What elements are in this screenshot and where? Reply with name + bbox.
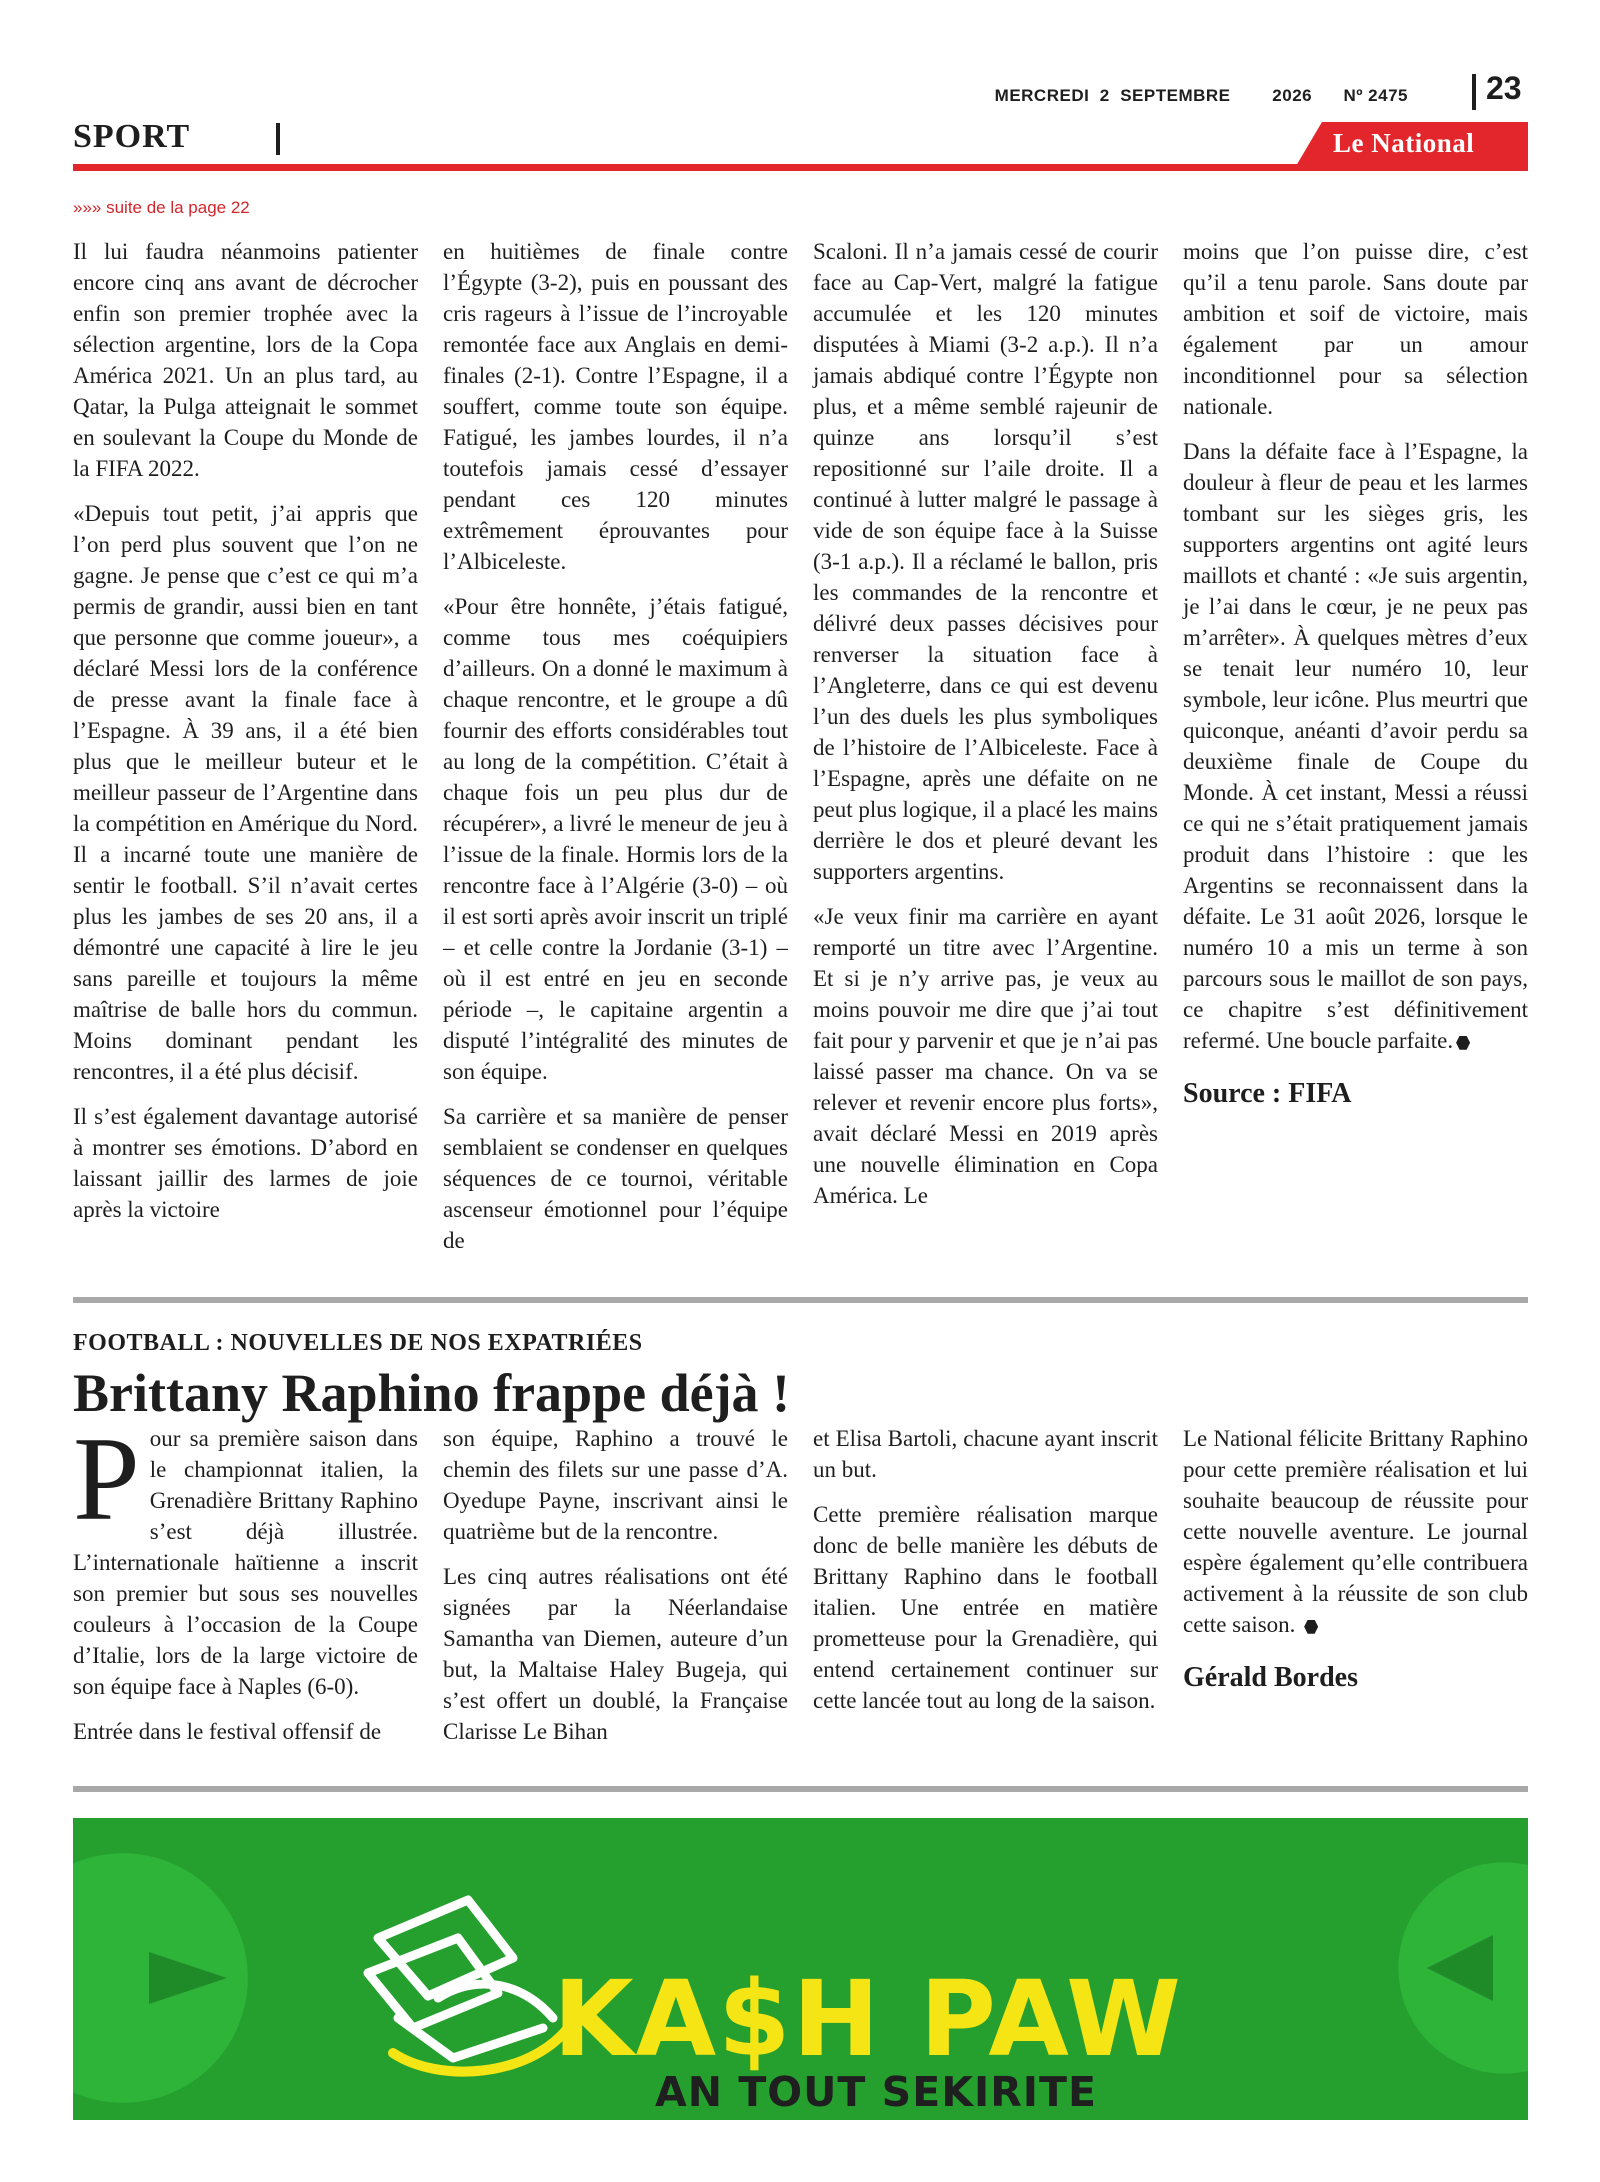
article2-column-4 (1183, 1423, 1528, 1693)
end-of-article-icon (1304, 1620, 1318, 1634)
ad-tagline: AN TOUT SEKIRITE (655, 2068, 1098, 2116)
paragraph: en huitièmes de finale contre l’Égypte (3-2), puis en poussant des cris rageurs à l’issue de l’incroyable remontée face aux Anglais en demi-finales (2-1). Contre l’Espagne, il a souffert, comme toute son équipe. Fatigué, les jambes lourdes, il n’a toutefois jamais cessé d’essayer pendant ces 120 minutes extrêmement éprouvantes pour l’Albiceleste. (443, 239, 788, 574)
article-divider (73, 1297, 1528, 1303)
issue-date-number: 2 (1099, 86, 1110, 105)
article-source: Source : FIFA (1183, 1078, 1352, 1109)
paragraph: «Depuis tout petit, j’ai appris que l’on perd plus souvent que l’on ne gagne. Je pense que c’est ce qui m’a permis de grandir, aussi bien en tant que personne que comme joueur», a déclaré Messi lors de la conférence de presse avant la finale face à l’Espagne. À 39 ans, il a été bien plus que le meilleur buteur et le meilleur passeur de l’Argentine dans la compétition en Amérique du Nord. Il a incarné toute une manière de sentir le football. S’il n’avait certes plus les jambes de ses 20 ans, il a démontré une capacité à lire le jeu sans pareille et toujours la même maîtrise de balle hors du commun. Moins dominant pendant les rencontres, il a été plus décisif. (73, 501, 418, 1084)
issue-day: MERCREDI (994, 86, 1090, 105)
article2-kicker: FOOTBALL : NOUVELLES DE NOS EXPATRIÉES (73, 1330, 643, 1356)
paragraph: Sa carrière et sa manière de penser semblaient se condenser en quelques séquences de ce tournoi, véritable ascenseur émotionnel pour l’équipe de (443, 1104, 788, 1253)
article2-headline: Brittany Raphino frappe déjà ! (73, 1363, 791, 1423)
paragraph: Il lui faudra néanmoins patienter encore cinq ans avant de décrocher enfin son premier trophée avec la sélection argentine, lors de la Copa América 2021. Un an plus tard, au Qatar, la Pulga atteignait le sommet en soulevant la Coupe du Monde de la FIFA 2022. (73, 239, 418, 481)
section-title: SPORT (73, 118, 191, 155)
drop-cap: P (73, 1412, 140, 1545)
issue-number: Nº 2475 (1343, 86, 1408, 105)
paragraph: Cette première réalisation marque donc de belle manière les débuts de Brittany Raphino dans le football italien. Une entrée en matière prometteuse pour la Grenadière, qui entend certainement continuer sur cette lancée tout au long de la saison. (813, 1502, 1158, 1713)
paragraph: et Elisa Bartoli, chacune ayant inscrit un but. (813, 1426, 1158, 1482)
article2-column-1 (73, 1412, 418, 1747)
issue-month: SEPTEMBRE (1120, 86, 1231, 105)
section-divider (276, 123, 280, 155)
paragraph: Entrée dans le festival offensif de (73, 1719, 382, 1744)
article-author: Gérald Bordes (1183, 1662, 1358, 1693)
paragraph (1183, 436, 1528, 1056)
paragraph: «Pour être honnête, j’étais fatigué, comme tous mes coéquipiers d’ailleurs. On a donné le maximum à chaque rencontre, et le groupe a dû fournir des efforts considérables tout au long de la compétition. C’était à chaque fois un peu plus dur de récupérer», a livré le meneur de jeu à l’issue de la finale. Hormis lors de la rencontre face à l’Algérie (3-0) – où il est sorti après avoir inscrit un triplé – et celle contre la Jordanie (3-1) – où il est entré en jeu en seconde période –, le capitaine argentin a disputé l’intégralité des minutes de son équipe. (443, 594, 788, 1084)
issue-year: 2026 (1272, 86, 1313, 105)
end-of-article-icon (1456, 1036, 1470, 1050)
paragraph: son équipe, Raphino a trouvé le chemin des filets sur une passe d’A. Oyedupe Payne, inscrivant ainsi le quatrième but de la rencontre. (443, 1426, 788, 1544)
decorative-circle-icon (1383, 1858, 1528, 2078)
article1-column-1 (73, 236, 418, 1225)
page-number: 23 (1486, 70, 1522, 106)
article2-column-2 (443, 1423, 788, 1747)
kash-paw-advertisement[interactable] (73, 1818, 1528, 2120)
page-number-divider (1472, 74, 1476, 110)
paragraph: Les cinq autres réalisations ont été signées par la Néerlandaise Samantha van Diemen, auteure d’un but, la Maltaise Haley Bugeja, qui s’est offert un doublé, la Française Clarisse Le Bihan (443, 1564, 788, 1744)
paragraph: Il s’est également davantage autorisé à montrer ses émotions. D’abord en laissant jaillir des larmes de joie après la victoire (73, 1104, 418, 1222)
continued-from-label: »»» suite de la page 22 (73, 198, 250, 217)
header-rule (73, 164, 1528, 171)
paragraph-text: our sa première saison dans le championnat italien, la Grenadière Brittany Raphino s’est déjà illustrée. L’internationale haïtienne a inscrit son premier but sous ses nouvelles couleurs à l’occasion de la Coupe d’Italie, lors de la large victoire de son équipe face à Naples (6-0). (73, 1426, 418, 1699)
paragraph-text: Dans la défaite face à l’Espagne, la douleur à fleur de peau et les larmes tombant sur les sièges gris, les supporters argentins ont agité leurs maillots et chanté : «Je suis argentin, je l’ai dans le cœur, je ne peux pas m’arrêter». À quelques mètres d’eux se tenait leur numéro 10, leur symbole, leur icône. Plus meurtri que quiconque, anéanti d’avoir perdu sa deuxième finale de Coupe du Monde. À cet instant, Messi a réussi ce qui ne s’était pratiquement jamais produit dans l’histoire : que les Argentins se reconnaissent dans la défaite. Le 31 août 2026, lorsque le numéro 10 a mis un terme à son parcours sous le maillot de son pays, ce chapitre s’est définitivement refermé. Une boucle parfaite. (1183, 439, 1528, 1053)
article1-column-3 (813, 236, 1158, 1211)
article2-column-3 (813, 1423, 1158, 1716)
paragraph (1183, 1423, 1528, 1640)
ad-title: KA$H PAW (553, 1958, 1183, 2080)
article1-column-4 (1183, 236, 1528, 1109)
brand-name: Le National (1333, 128, 1475, 158)
paragraph-text: Le National félicite Brittany Raphino pour cette première réalisation et lui souhaite beaucoup de réussite pour cette nouvelle aventure. Le journal espère également qu’elle contribuera activement à la réussite de son club cette saison. (1183, 1426, 1528, 1637)
issue-date-line (995, 86, 1408, 106)
paragraph: moins que l’on puisse dire, c’est qu’il a tenu parole. Sans doute par ambition et soif de victoire, mais également par un amour inconditionnel pour sa sélection nationale. (1183, 239, 1528, 419)
article1-column-2 (443, 236, 788, 1256)
paragraph: Scaloni. Il n’a jamais cessé de courir face au Cap-Vert, malgré la fatigue accumulée et les 120 minutes disputées à Miami (3-2 a.p.). Il n’a jamais abdiqué contre l’Égypte non plus, et a même semblé rajeunir de quinze ans lorsqu’il s’est repositionné sur l’aile droite. Il a continué à lutter malgré le passage à vide de son équipe face à la Suisse (3-1 a.p.). Il a réclamé le ballon, pris les commandes de la rencontre et délivré deux passes décisives pour renverser la situation face à l’Angleterre, dans ce qui est devenu l’un des duels les plus symboliques de l’histoire de l’Albiceleste. Face à l’Espagne, après une défaite on ne peut plus logique, il a placé les mains derrière le dos et pleuré devant les supporters argentins. (813, 239, 1158, 884)
decorative-circle-icon (73, 1848, 253, 2108)
ad-divider (73, 1786, 1528, 1792)
paragraph (73, 1412, 418, 1702)
paragraph: «Je veux finir ma carrière en ayant remporté un titre avec l’Argentine. Et si je n’y arrive pas, je veux au moins pouvoir me dire que j’ai tout fait pour y parvenir et que je n’ai pas laissé passer ma chance. On va se relever et revenir encore plus forts», avait déclaré Messi en 2019 après une nouvelle élimination en Copa América. Le (813, 904, 1158, 1208)
